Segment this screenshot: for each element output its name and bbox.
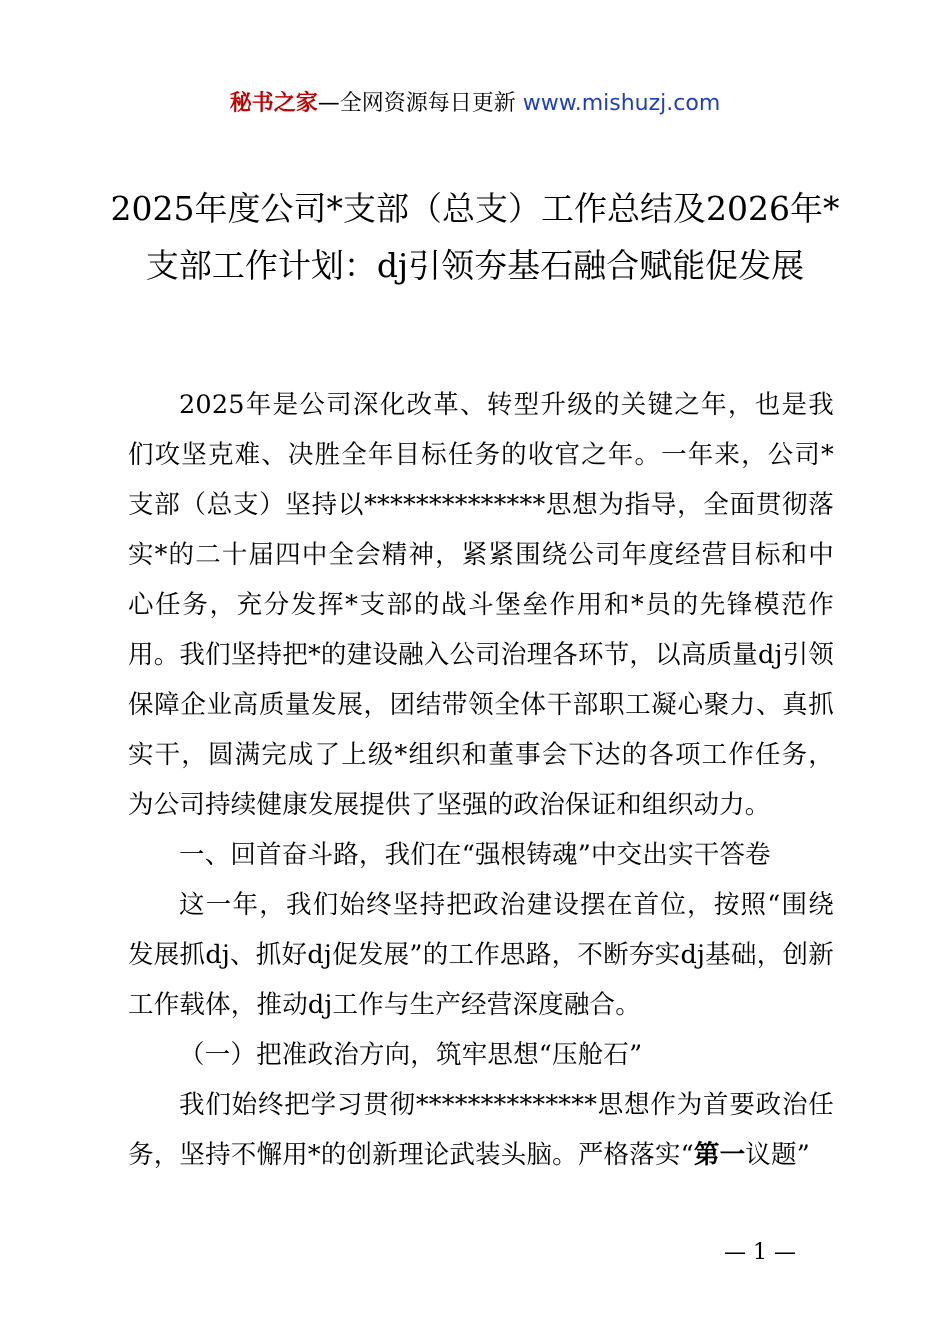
site-header (0, 88, 950, 120)
page-number: — 1 — (724, 1240, 796, 1265)
subsection-paragraph (128, 1080, 834, 1180)
intro-paragraph: 2025年是公司深化改革、转型升级的关键之年，也是我们攻坚克难、决胜全年目标任务的收官之年。一年来，公司*支部（总支）坚持以**************思想为指导，全面贯彻落实*的二十届四中全会精神，紧紧围绕公司年度经营目标和中心任务，充分发挥*支部的战斗堡垒作用和*员的先锋模范作用。我们坚持把*的建设融入公司治理各环节，以高质量dj引领保障企业高质量发展，团结带领全体干部职工凝心聚力、真抓实干，圆满完成了上级*组织和董事会下达的各项工作任务，为公司持续健康发展提供了坚强的政治保证和组织动力。 (128, 390, 834, 820)
subsection-heading-1: （一）把准政治方向，筑牢思想“压舱石” (179, 1040, 643, 1070)
subsection-paragraph-text: 我们始终把学习贯彻**************思想作为首要政治任务，坚持不懈用*的创新理论武装头脑。严格落实“ (128, 1090, 834, 1170)
header-tagline: —全网资源每日更新 (317, 91, 516, 116)
site-url-link[interactable]: www.mishuzj.com (522, 91, 721, 116)
document-body (128, 380, 834, 1180)
section-paragraph: 这一年，我们始终坚持把政治建设摆在首位，按照“围绕发展抓dj、抓好dj促发展”的工作思路，不断夯实dj基础，创新工作载体，推动dj工作与生产经营深度融合。 (128, 890, 834, 1020)
subsection-paragraph-tail: 议题” (745, 1140, 810, 1170)
brand-name: 秘书之家 (229, 91, 318, 116)
document-title: 2025年度公司*支部（总支）工作总结及2026年*支部工作计划：dj引领夯基石融合赋能促发展 (110, 189, 840, 285)
section-heading-1: 一、回首奋斗路，我们在“强根铸魂”中交出实干答卷 (179, 840, 771, 870)
bold-emphasis: 第一 (693, 1140, 746, 1170)
